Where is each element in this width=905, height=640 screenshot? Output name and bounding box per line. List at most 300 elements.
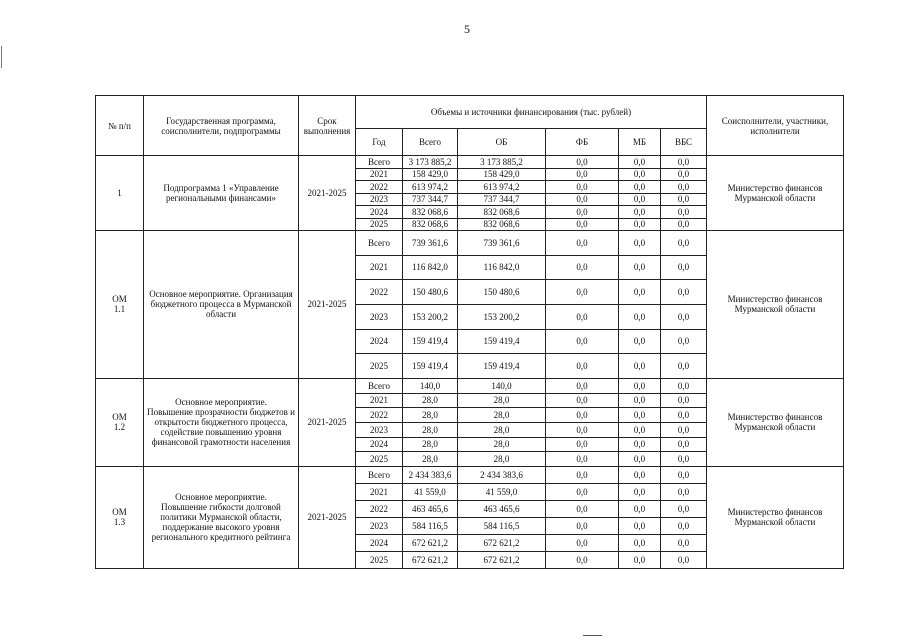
item-number-text: ОМ 1.1 bbox=[112, 294, 127, 315]
cell-vbs bbox=[661, 231, 707, 256]
cell-total bbox=[403, 393, 458, 408]
cell-vbs bbox=[661, 393, 707, 408]
item-executors-text: Министерство финансов Мурманской области bbox=[727, 412, 823, 433]
cell-ob-text: 28,0 bbox=[493, 410, 510, 421]
cell-total-text: 832 068,6 bbox=[412, 219, 448, 230]
cell-fb bbox=[546, 156, 619, 169]
cell-total bbox=[403, 354, 458, 379]
cell-vbs-text: 0,0 bbox=[677, 287, 690, 298]
cell-year bbox=[356, 193, 403, 206]
cell-mb bbox=[619, 206, 661, 219]
cell-year bbox=[356, 280, 403, 305]
cell-vbs bbox=[661, 354, 707, 379]
cell-vbs bbox=[661, 280, 707, 305]
cell-mb-text: 0,0 bbox=[633, 554, 646, 565]
cell-ob-text: 672 621,2 bbox=[483, 554, 520, 565]
cell-ob-text: 158 429,0 bbox=[483, 169, 520, 180]
cell-vbs bbox=[661, 551, 707, 568]
cell-ob-text: 159 419,4 bbox=[483, 336, 520, 347]
item-executors bbox=[707, 156, 844, 231]
cell-total bbox=[403, 168, 458, 181]
header-num-text: № п/п bbox=[108, 120, 131, 131]
cell-year bbox=[356, 500, 403, 517]
table-header bbox=[96, 96, 844, 156]
cell-mb bbox=[619, 452, 661, 467]
cell-fb-text: 0,0 bbox=[576, 537, 588, 548]
cell-mb bbox=[619, 466, 661, 483]
cell-mb-text: 0,0 bbox=[633, 439, 646, 450]
cell-total bbox=[403, 452, 458, 467]
cell-fb bbox=[546, 218, 619, 231]
cell-total bbox=[403, 280, 458, 305]
cell-mb bbox=[619, 408, 661, 423]
cell-total-text: 159 419,4 bbox=[412, 361, 448, 372]
cell-year bbox=[356, 483, 403, 500]
cell-vbs bbox=[661, 422, 707, 437]
cell-total-text: 463 465,6 bbox=[412, 503, 448, 514]
cell-ob bbox=[458, 452, 546, 467]
cell-fb bbox=[546, 534, 619, 551]
cell-ob bbox=[458, 329, 546, 354]
cell-ob-text: 3 173 885,2 bbox=[480, 156, 523, 167]
cell-mb bbox=[619, 181, 661, 194]
cell-ob bbox=[458, 500, 546, 517]
cell-vbs-text: 0,0 bbox=[677, 169, 690, 180]
cell-fb-text: 0,0 bbox=[576, 237, 588, 248]
cell-mb bbox=[619, 378, 661, 393]
cell-mb bbox=[619, 437, 661, 452]
cell-ob-text: 159 419,4 bbox=[483, 361, 520, 372]
cell-vbs-text: 0,0 bbox=[677, 454, 690, 465]
cell-ob bbox=[458, 466, 546, 483]
cell-ob-text: 584 116,5 bbox=[483, 520, 520, 531]
cell-ob bbox=[458, 156, 546, 169]
cell-year bbox=[356, 422, 403, 437]
cell-total bbox=[403, 304, 458, 329]
item-term-text: 2021-2025 bbox=[307, 299, 347, 310]
page-number: 5 bbox=[464, 22, 470, 36]
cell-fb-text: 0,0 bbox=[576, 410, 588, 421]
cell-ob-text: 739 361,6 bbox=[483, 237, 520, 248]
cell-mb bbox=[619, 156, 661, 169]
cell-year-text: 2022 bbox=[370, 181, 388, 192]
cell-mb-text: 0,0 bbox=[633, 206, 646, 217]
header-row bbox=[96, 96, 844, 129]
cell-ob bbox=[458, 193, 546, 206]
cell-total-text: 28,0 bbox=[422, 395, 438, 406]
item-term bbox=[299, 378, 356, 466]
item-name-text: Основное мероприятие. Повышение гибкости долговой политики Мурманской области, поддержание высокого уровня регионального кредитного рейтинга bbox=[151, 492, 291, 543]
cell-total bbox=[403, 551, 458, 568]
cell-mb-text: 0,0 bbox=[633, 262, 646, 273]
cell-fb-text: 0,0 bbox=[576, 206, 588, 217]
cell-mb-text: 0,0 bbox=[633, 219, 646, 230]
item-name bbox=[144, 466, 299, 568]
cell-fb bbox=[546, 378, 619, 393]
header-num bbox=[96, 96, 144, 156]
cell-fb-text: 0,0 bbox=[576, 181, 588, 192]
cell-ob-text: 832 068,6 bbox=[483, 219, 520, 230]
cell-total-text: 158 429,0 bbox=[412, 169, 448, 180]
cell-total-text: 2 434 383,6 bbox=[408, 469, 452, 480]
cell-year-text: 2021 bbox=[370, 169, 388, 180]
cell-vbs-text: 0,0 bbox=[677, 361, 690, 372]
cell-fb bbox=[546, 437, 619, 452]
cell-mb bbox=[619, 218, 661, 231]
cell-ob bbox=[458, 437, 546, 452]
item-number bbox=[96, 231, 144, 379]
cell-year bbox=[356, 156, 403, 169]
cell-mb-text: 0,0 bbox=[633, 395, 646, 406]
cell-mb-text: 0,0 bbox=[633, 486, 646, 497]
item-executors-text: Министерство финансов Мурманской области bbox=[727, 183, 823, 203]
cell-fb-text: 0,0 bbox=[576, 454, 588, 465]
item-name-text: Подпрограмма 1 «Управление региональными финансами» bbox=[163, 183, 279, 203]
cell-fb-text: 0,0 bbox=[576, 287, 588, 298]
cell-mb-text: 0,0 bbox=[633, 311, 646, 322]
cell-ob bbox=[458, 280, 546, 305]
cell-total-text: 584 116,5 bbox=[412, 520, 448, 531]
cell-fb bbox=[546, 181, 619, 194]
cell-fb bbox=[546, 408, 619, 423]
cell-vbs-text: 0,0 bbox=[677, 181, 690, 192]
item-executors bbox=[707, 231, 844, 379]
cell-year bbox=[356, 218, 403, 231]
cell-ob-text: 150 480,6 bbox=[483, 287, 520, 298]
header-executors-text: Соисполнители, участники, исполнители bbox=[721, 115, 829, 136]
cell-ob-text: 28,0 bbox=[493, 439, 510, 450]
cell-mb bbox=[619, 168, 661, 181]
cell-year-text: 2021 bbox=[370, 395, 388, 406]
cell-total-text: 3 173 885,2 bbox=[408, 156, 452, 167]
cell-year-text: 2023 bbox=[370, 424, 388, 435]
cell-fb-text: 0,0 bbox=[576, 361, 588, 372]
cell-year-text: Всего bbox=[367, 156, 391, 167]
cell-year-text: 2024 bbox=[370, 439, 388, 450]
item-term bbox=[299, 156, 356, 231]
cell-fb-text: 0,0 bbox=[576, 336, 588, 347]
header-mb: МБ bbox=[619, 129, 661, 156]
cell-ob bbox=[458, 483, 546, 500]
cell-ob-text: 28,0 bbox=[493, 395, 510, 406]
cell-total bbox=[403, 193, 458, 206]
cell-total bbox=[403, 466, 458, 483]
item-term bbox=[299, 466, 356, 568]
header-executors bbox=[707, 96, 844, 156]
cell-ob bbox=[458, 255, 546, 280]
cell-year bbox=[356, 551, 403, 568]
header-program-text: Государственная программа, соисполнители, подпрограммы bbox=[161, 115, 281, 136]
cell-mb bbox=[619, 329, 661, 354]
cell-total bbox=[403, 329, 458, 354]
cell-mb bbox=[619, 500, 661, 517]
item-number-text: 1 bbox=[117, 188, 122, 198]
cell-year-text: 2023 bbox=[370, 194, 388, 205]
cell-vbs bbox=[661, 534, 707, 551]
cell-ob bbox=[458, 551, 546, 568]
cell-total bbox=[403, 422, 458, 437]
cell-fb-text: 0,0 bbox=[576, 380, 588, 391]
cell-total bbox=[403, 437, 458, 452]
cell-mb-text: 0,0 bbox=[633, 380, 646, 391]
cell-fb bbox=[546, 393, 619, 408]
cell-vbs bbox=[661, 466, 707, 483]
item-term-text: 2021-2025 bbox=[307, 512, 347, 523]
cell-fb-text: 0,0 bbox=[576, 156, 588, 167]
item-term-text: 2021-2025 bbox=[307, 417, 347, 428]
cell-vbs bbox=[661, 408, 707, 423]
cell-ob bbox=[458, 304, 546, 329]
cell-year bbox=[356, 231, 403, 256]
cell-ob-text: 140,0 bbox=[491, 380, 512, 391]
cell-year bbox=[356, 304, 403, 329]
cell-vbs bbox=[661, 452, 707, 467]
cell-mb-text: 0,0 bbox=[633, 237, 646, 248]
cell-fb bbox=[546, 329, 619, 354]
cell-ob bbox=[458, 354, 546, 379]
cell-ob-text: 153 200,2 bbox=[483, 311, 520, 322]
cell-fb-text: 0,0 bbox=[576, 194, 588, 205]
cell-vbs bbox=[661, 500, 707, 517]
cell-mb-text: 0,0 bbox=[633, 361, 646, 372]
cell-mb-text: 0,0 bbox=[633, 169, 646, 180]
cell-fb-text: 0,0 bbox=[576, 486, 588, 497]
cell-vbs-text: 0,0 bbox=[677, 554, 690, 565]
cell-year bbox=[356, 354, 403, 379]
cell-vbs-text: 0,0 bbox=[677, 380, 690, 391]
cell-total-text: 140,0 bbox=[419, 380, 441, 391]
cell-fb-text: 0,0 bbox=[576, 439, 588, 450]
cell-mb-text: 0,0 bbox=[633, 469, 646, 480]
cell-ob bbox=[458, 534, 546, 551]
cell-mb bbox=[619, 483, 661, 500]
cell-total bbox=[403, 255, 458, 280]
item-name bbox=[144, 231, 299, 379]
cell-fb bbox=[546, 466, 619, 483]
cell-vbs-text: 0,0 bbox=[677, 520, 690, 531]
header-term-text: Срок выполнения bbox=[303, 115, 351, 136]
cell-total-text: 737 344,7 bbox=[412, 194, 448, 205]
cell-year-text: 2025 bbox=[370, 454, 388, 465]
cell-year-text: 2021 bbox=[370, 486, 388, 497]
cell-total-text: 672 621,2 bbox=[412, 537, 448, 548]
cell-ob bbox=[458, 206, 546, 219]
table-row bbox=[96, 156, 844, 169]
cell-vbs bbox=[661, 329, 707, 354]
cell-total-text: 28,0 bbox=[422, 454, 438, 465]
cell-vbs-text: 0,0 bbox=[677, 237, 690, 248]
scan-mark bbox=[1, 46, 2, 68]
cell-ob-text: 116 842,0 bbox=[483, 262, 520, 273]
cell-total bbox=[403, 534, 458, 551]
cell-vbs bbox=[661, 206, 707, 219]
cell-year-text: 2025 bbox=[370, 361, 388, 372]
table-row bbox=[96, 231, 844, 256]
cell-vbs bbox=[661, 181, 707, 194]
cell-fb bbox=[546, 354, 619, 379]
cell-mb bbox=[619, 534, 661, 551]
header-year: Год bbox=[356, 129, 403, 156]
cell-year-text: 2023 bbox=[370, 520, 388, 531]
cell-year-text: 2022 bbox=[370, 410, 388, 421]
cell-fb-text: 0,0 bbox=[576, 520, 588, 531]
cell-ob bbox=[458, 218, 546, 231]
cell-mb bbox=[619, 255, 661, 280]
table-body bbox=[96, 156, 844, 569]
cell-total-text: 739 361,6 bbox=[412, 237, 448, 248]
cell-fb bbox=[546, 280, 619, 305]
header-program bbox=[144, 96, 299, 156]
item-number bbox=[96, 156, 144, 231]
cell-mb-text: 0,0 bbox=[633, 503, 646, 514]
cell-vbs bbox=[661, 483, 707, 500]
cell-year-text: Всего bbox=[367, 469, 391, 480]
item-executors bbox=[707, 378, 844, 466]
cell-fb bbox=[546, 452, 619, 467]
scan-mark bbox=[583, 635, 602, 636]
cell-year-text: 2023 bbox=[370, 311, 388, 322]
header-ob: ОБ bbox=[458, 129, 546, 156]
cell-year-text: 2025 bbox=[370, 554, 388, 565]
cell-year bbox=[356, 206, 403, 219]
cell-vbs bbox=[661, 156, 707, 169]
cell-vbs-text: 0,0 bbox=[677, 336, 690, 347]
cell-fb bbox=[546, 255, 619, 280]
cell-ob-text: 41 559,0 bbox=[485, 486, 518, 497]
cell-vbs bbox=[661, 378, 707, 393]
cell-ob-text: 737 344,7 bbox=[483, 194, 520, 205]
cell-vbs-text: 0,0 bbox=[677, 311, 690, 322]
cell-fb bbox=[546, 231, 619, 256]
item-number-text: ОМ 1.2 bbox=[112, 412, 127, 433]
cell-mb bbox=[619, 551, 661, 568]
cell-ob-text: 28,0 bbox=[493, 424, 510, 435]
cell-total-text: 28,0 bbox=[422, 424, 438, 435]
cell-mb bbox=[619, 193, 661, 206]
cell-total bbox=[403, 378, 458, 393]
cell-vbs bbox=[661, 193, 707, 206]
cell-vbs-text: 0,0 bbox=[677, 410, 690, 421]
cell-year-text: 2024 bbox=[370, 206, 388, 217]
cell-vbs-text: 0,0 bbox=[677, 262, 690, 273]
cell-year-text: Всего bbox=[367, 237, 391, 248]
cell-mb-text: 0,0 bbox=[633, 520, 646, 531]
cell-ob-text: 613 974,2 bbox=[483, 181, 520, 192]
cell-vbs-text: 0,0 bbox=[677, 424, 690, 435]
cell-vbs-text: 0,0 bbox=[677, 439, 690, 450]
item-name bbox=[144, 378, 299, 466]
cell-year bbox=[356, 408, 403, 423]
cell-mb-text: 0,0 bbox=[633, 454, 646, 465]
cell-total-text: 116 842,0 bbox=[412, 262, 448, 273]
cell-total bbox=[403, 206, 458, 219]
item-term bbox=[299, 231, 356, 379]
cell-fb-text: 0,0 bbox=[576, 262, 588, 273]
cell-total bbox=[403, 231, 458, 256]
cell-vbs-text: 0,0 bbox=[677, 206, 690, 217]
cell-fb-text: 0,0 bbox=[576, 469, 588, 480]
header-total: Всего bbox=[403, 129, 458, 156]
item-executors-text: Министерство финансов Мурманской области bbox=[727, 294, 823, 315]
cell-total bbox=[403, 517, 458, 534]
cell-ob bbox=[458, 517, 546, 534]
cell-ob bbox=[458, 378, 546, 393]
cell-mb-text: 0,0 bbox=[633, 194, 646, 205]
cell-ob bbox=[458, 231, 546, 256]
cell-mb-text: 0,0 bbox=[633, 410, 646, 421]
cell-total-text: 150 480,6 bbox=[412, 287, 448, 298]
item-number bbox=[96, 378, 144, 466]
cell-vbs-text: 0,0 bbox=[677, 486, 690, 497]
cell-total bbox=[403, 181, 458, 194]
cell-fb-text: 0,0 bbox=[576, 503, 588, 514]
header-term bbox=[299, 96, 356, 156]
cell-year bbox=[356, 255, 403, 280]
cell-total-text: 832 068,6 bbox=[412, 206, 448, 217]
cell-year-text: 2022 bbox=[370, 503, 388, 514]
cell-total bbox=[403, 500, 458, 517]
cell-vbs bbox=[661, 437, 707, 452]
cell-ob-text: 463 465,6 bbox=[483, 503, 520, 514]
item-executors bbox=[707, 466, 844, 568]
cell-fb bbox=[546, 193, 619, 206]
cell-total bbox=[403, 483, 458, 500]
cell-mb-text: 0,0 bbox=[633, 156, 646, 167]
header-vbs: ВБС bbox=[661, 129, 707, 156]
cell-vbs bbox=[661, 218, 707, 231]
cell-total bbox=[403, 218, 458, 231]
cell-year bbox=[356, 329, 403, 354]
cell-total-text: 41 559,0 bbox=[414, 486, 446, 497]
cell-year bbox=[356, 393, 403, 408]
cell-ob-text: 28,0 bbox=[493, 454, 510, 465]
cell-year-text: 2025 bbox=[370, 219, 388, 230]
cell-vbs-text: 0,0 bbox=[677, 219, 690, 230]
cell-vbs bbox=[661, 255, 707, 280]
cell-mb bbox=[619, 231, 661, 256]
cell-fb-text: 0,0 bbox=[576, 395, 588, 406]
cell-year-text: 2021 bbox=[370, 262, 388, 273]
cell-fb bbox=[546, 551, 619, 568]
table-row bbox=[96, 466, 844, 483]
item-term-text: 2021-2025 bbox=[307, 188, 347, 198]
cell-fb-text: 0,0 bbox=[576, 169, 588, 180]
cell-year bbox=[356, 534, 403, 551]
cell-fb-text: 0,0 bbox=[576, 219, 588, 230]
cell-fb bbox=[546, 422, 619, 437]
cell-fb bbox=[546, 517, 619, 534]
item-number bbox=[96, 466, 144, 568]
item-executors-text: Министерство финансов Мурманской области bbox=[727, 507, 823, 528]
cell-fb bbox=[546, 483, 619, 500]
cell-fb bbox=[546, 500, 619, 517]
cell-vbs bbox=[661, 168, 707, 181]
cell-mb bbox=[619, 393, 661, 408]
cell-year bbox=[356, 378, 403, 393]
cell-mb-text: 0,0 bbox=[633, 424, 646, 435]
cell-ob bbox=[458, 422, 546, 437]
cell-mb bbox=[619, 422, 661, 437]
cell-year bbox=[356, 181, 403, 194]
cell-mb-text: 0,0 bbox=[633, 537, 646, 548]
cell-vbs-text: 0,0 bbox=[677, 395, 690, 406]
item-name-text: Основное мероприятие. Организация бюджетного процесса в Мурманской области bbox=[149, 289, 293, 320]
cell-ob bbox=[458, 393, 546, 408]
cell-fb-text: 0,0 bbox=[576, 311, 588, 322]
header-fb: ФБ bbox=[546, 129, 619, 156]
cell-total-text: 28,0 bbox=[422, 439, 438, 450]
cell-mb-text: 0,0 bbox=[633, 181, 646, 192]
